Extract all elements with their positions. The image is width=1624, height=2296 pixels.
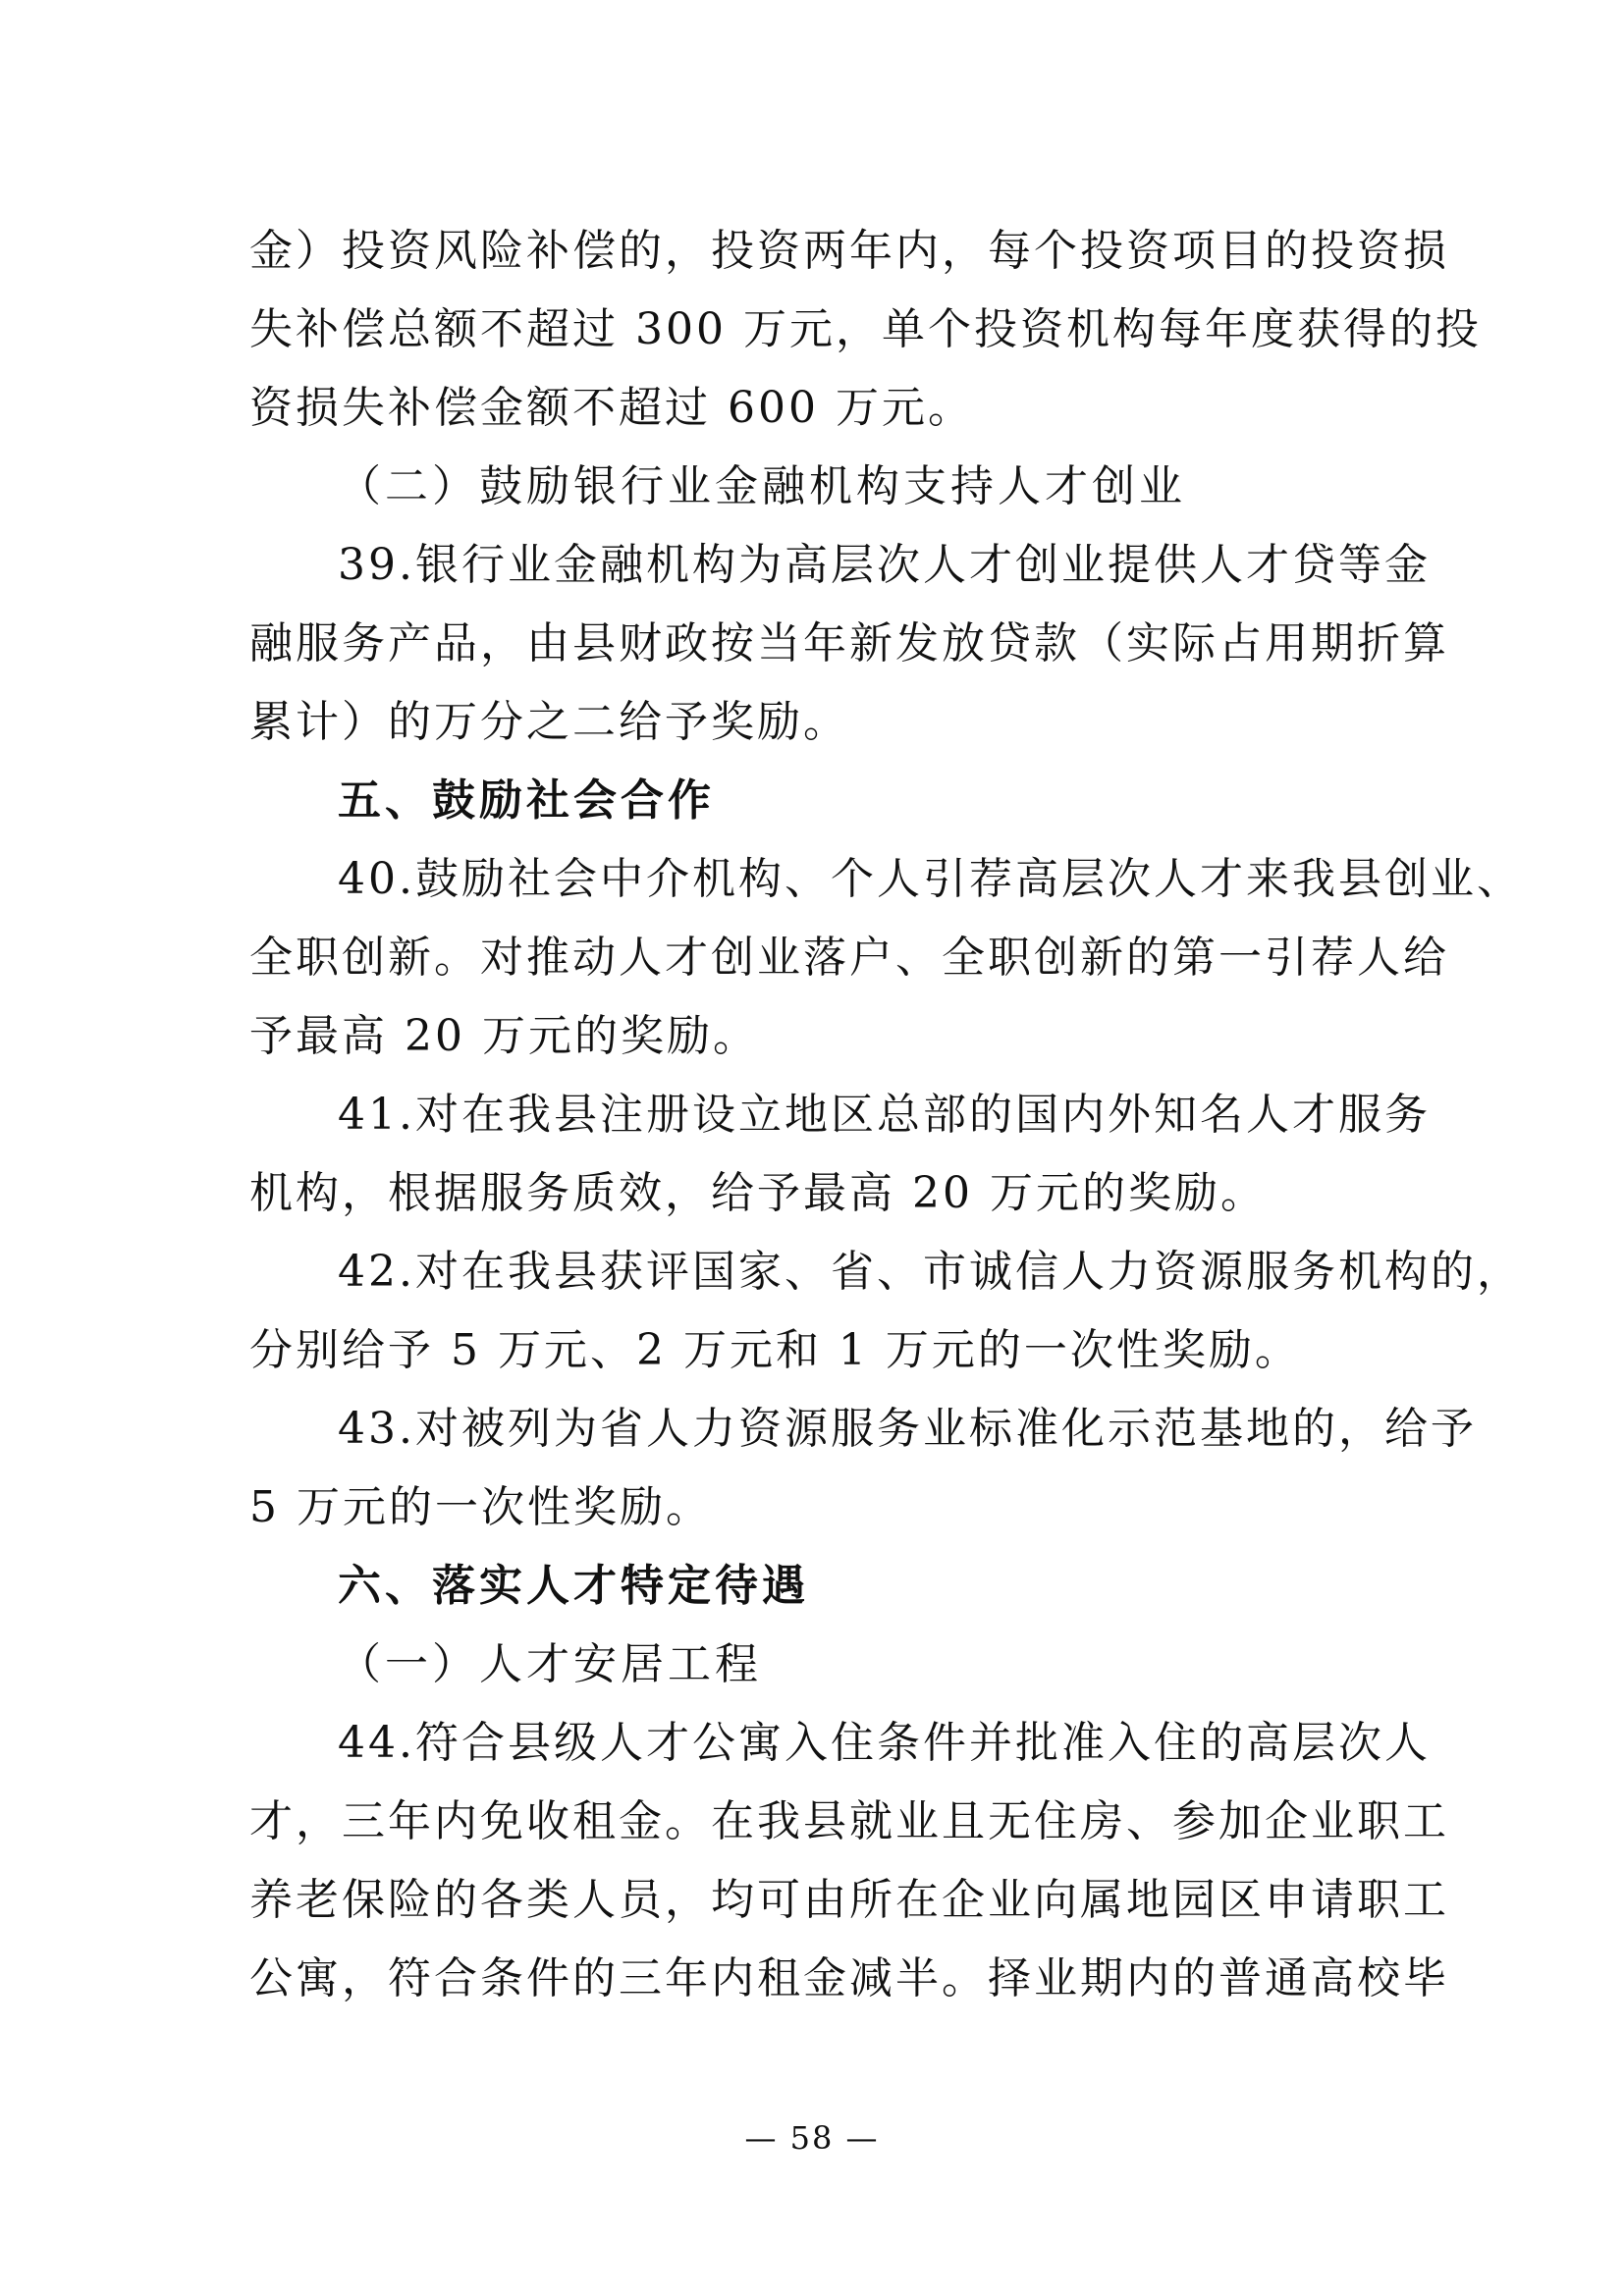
- body-text-line: 养老保险的各类人员，均可由所在企业向属地园区申请职工: [249, 1875, 1449, 1925]
- section-heading: 六、落实人才特定待遇: [338, 1561, 809, 1611]
- body-text-line: 予最高 20 万元的奖励。: [249, 1011, 759, 1061]
- section-subheading: （二）鼓励银行业金融机构支持人才创业: [338, 461, 1186, 511]
- body-text-line: 才，三年内免收租金。在我县就业且无住房、参加企业职工: [249, 1796, 1449, 1846]
- body-text-line: 资损失补偿金额不超过 600 万元。: [249, 383, 974, 433]
- body-text-line: 43.对被列为省人力资源服务业标准化示范基地的，给予: [338, 1404, 1477, 1454]
- body-text-line: 累计）的万分之二给予奖励。: [249, 697, 849, 747]
- body-text-line: 失补偿总额不超过 300 万元，单个投资机构每年度获得的投: [249, 304, 1482, 354]
- body-text-line: 全职创新。对推动人才创业落户、全职创新的第一引荐人给: [249, 933, 1449, 983]
- body-text-line: 分别给予 5 万元、2 万元和 1 万元的一次性奖励。: [249, 1325, 1301, 1375]
- body-text-line: 融服务产品，由县财政按当年新发放贷款（实际占用期折算: [249, 618, 1449, 668]
- body-text-line: 41.对在我县注册设立地区总部的国内外知名人才服务: [338, 1090, 1431, 1140]
- section-heading: 五、鼓励社会合作: [338, 775, 715, 826]
- body-text-line: 40.鼓励社会中介机构、个人引荐高层次人才来我县创业、: [338, 854, 1523, 904]
- body-text-line: 金）投资风险补偿的，投资两年内，每个投资项目的投资损: [249, 226, 1449, 276]
- section-subheading: （一）人才安居工程: [338, 1639, 762, 1689]
- body-text-line: 5 万元的一次性奖励。: [249, 1482, 712, 1532]
- page-number: — 58 —: [744, 2119, 880, 2157]
- body-text-line: 42.对在我县获评国家、省、市诚信人力资源服务机构的，: [338, 1247, 1523, 1297]
- body-text-line: 39.银行业金融机构为高层次人才创业提供人才贷等金: [338, 540, 1431, 590]
- body-text-line: 机构，根据服务质效，给予最高 20 万元的奖励。: [249, 1168, 1267, 1218]
- body-text-line: 公寓，符合条件的三年内租金减半。择业期内的普通高校毕: [249, 1953, 1449, 2003]
- body-text-line: 44.符合县级人才公寓入住条件并批准入住的高层次人: [338, 1718, 1431, 1768]
